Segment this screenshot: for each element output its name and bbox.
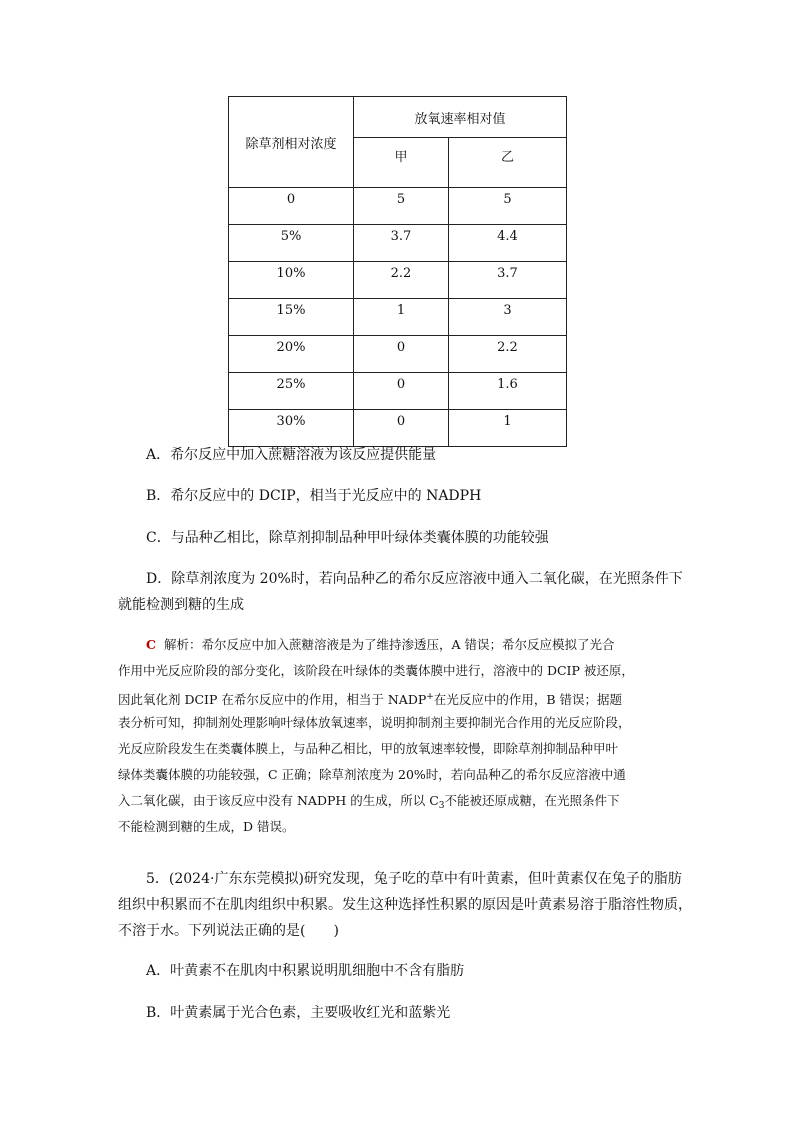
row-header: 除草剂相对浓度 bbox=[229, 97, 354, 188]
analysis-text: 不能被还原成糖，在光照条件下 bbox=[444, 793, 620, 808]
conc-cell: 15% bbox=[229, 299, 354, 336]
analysis-text: 在光反应中的作用，B 错误；据题 bbox=[433, 692, 622, 707]
analysis-text: 解析：希尔反应中加入蔗糖溶液是为了维持渗透压，A 错误；希尔反应模拟了光合 bbox=[163, 637, 615, 652]
value-a-cell: 0 bbox=[354, 373, 449, 410]
question-5-stem-line2: 组织中积累而不在肌肉组织中积累。发生这种选择性积累的原因是叶黄素易溶于脂溶性物质， bbox=[118, 897, 692, 913]
answer-letter: C bbox=[146, 637, 156, 652]
analysis-line bbox=[146, 632, 614, 658]
group-header: 放氧速率相对值 bbox=[354, 97, 567, 138]
subscript: 3 bbox=[438, 801, 445, 811]
value-a-cell: 0 bbox=[354, 410, 449, 447]
option-a: A．希尔反应中加入蔗糖溶液为该反应提供能量 bbox=[146, 447, 437, 463]
analysis-text: 入二氧化碳，由于该反应中没有 NADPH 的生成，所以 C bbox=[118, 793, 439, 808]
question-5-stem: 5．(2024·广东东莞模拟)研究发现，兔子吃的草中有叶黄素，但叶黄素仅在兔子的脂肪 bbox=[146, 871, 682, 887]
question-5-stem-line3: 不溶于水。下列说法正确的是( ) bbox=[118, 923, 339, 939]
value-a-cell: 1 bbox=[354, 299, 449, 336]
col-header-a: 甲 bbox=[354, 138, 449, 188]
option-c: C．与品种乙相比，除草剂抑制品种甲叶绿体类囊体膜的功能较强 bbox=[146, 530, 549, 546]
superscript: + bbox=[426, 692, 434, 702]
q5-option-a: A．叶黄素不在肌肉中积累说明肌细胞中不含有脂肪 bbox=[146, 963, 465, 979]
conc-cell: 5% bbox=[229, 225, 354, 262]
herbicide-oxygen-table bbox=[228, 96, 567, 447]
conc-cell: 10% bbox=[229, 262, 354, 299]
table-row bbox=[229, 225, 567, 262]
analysis-text: 因此氧化剂 DCIP 在希尔反应中的作用，相当于 NADP bbox=[118, 692, 427, 707]
value-a-cell: 2.2 bbox=[354, 262, 449, 299]
analysis-line: 作用中光反应阶段的部分变化，该阶段在叶绿体的类囊体膜中进行，溶液中的 DCIP 被还原， bbox=[118, 663, 634, 678]
value-b-cell: 1 bbox=[449, 410, 567, 447]
table-row bbox=[229, 336, 567, 373]
value-b-cell: 3.7 bbox=[449, 262, 567, 299]
option-b: B．希尔反应中的 DCIP，相当于光反应中的 NADPH bbox=[146, 488, 482, 504]
q5-option-b: B．叶黄素属于光合色素，主要吸收红光和蓝紫光 bbox=[146, 1005, 451, 1021]
value-b-cell: 4.4 bbox=[449, 225, 567, 262]
analysis-line: 绿体类囊体膜的功能较强，C 正确；除草剂浓度为 20%时，若向品种乙的希尔反应溶液中通 bbox=[118, 767, 626, 782]
value-a-cell: 5 bbox=[354, 188, 449, 225]
conc-cell: 0 bbox=[229, 188, 354, 225]
analysis-line: 表分析可知，抑制剂处理影响叶绿体放氧速率，说明抑制剂主要抑制光合作用的光反应阶段， bbox=[118, 715, 631, 730]
value-b-cell: 3 bbox=[449, 299, 567, 336]
table-row bbox=[229, 262, 567, 299]
value-b-cell: 2.2 bbox=[449, 336, 567, 373]
table-row bbox=[229, 410, 567, 447]
analysis-line bbox=[118, 684, 622, 713]
value-a-cell: 3.7 bbox=[354, 225, 449, 262]
analysis-line: 光反应阶段发生在类囊体膜上，与品种乙相比，甲的放氧速率较慢，即除草剂抑制品种甲叶 bbox=[118, 741, 619, 756]
value-b-cell: 1.6 bbox=[449, 373, 567, 410]
table-row bbox=[229, 188, 567, 225]
value-b-cell: 5 bbox=[449, 188, 567, 225]
option-d: D．除草剂浓度为 20%时，若向品种乙的希尔反应溶液中通入二氧化碳，在光照条件下 bbox=[146, 571, 683, 587]
conc-cell: 30% bbox=[229, 410, 354, 447]
conc-cell: 20% bbox=[229, 336, 354, 373]
conc-cell: 25% bbox=[229, 373, 354, 410]
analysis-line: 不能检测到糖的生成，D 错误。 bbox=[118, 819, 295, 834]
table-row bbox=[229, 299, 567, 336]
table-row bbox=[229, 373, 567, 410]
col-header-b: 乙 bbox=[449, 138, 567, 188]
option-d-continued: 就能检测到糖的生成 bbox=[118, 597, 244, 613]
value-a-cell: 0 bbox=[354, 336, 449, 373]
